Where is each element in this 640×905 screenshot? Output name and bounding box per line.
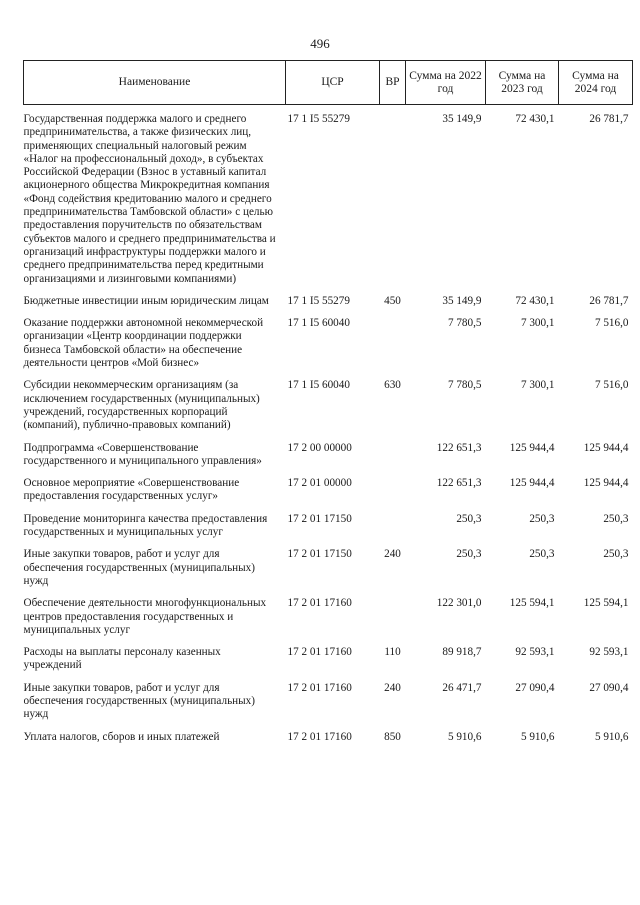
row-sum-2024: 92 593,1 [589,646,629,659]
row-sum-2024: 27 090,4 [589,681,629,694]
row-csr: 17 2 01 17150 [287,548,352,561]
row-vr: 240 [384,548,401,561]
row-sum-2022: 26 471,7 [442,681,482,694]
row-name: Государственная поддержка малого и среднего предпринимательства, а также физических лиц, применяющих специальный налоговый режим «Налог на профессиональный доход», в субъектах Российской Федерации (Взнос в уставный капитал акционерного общества Микрокредитная компания «Фонд содействия кредитованию малого и среднего предпринимательства Тамбовской области» с целью предоставления поручительств по обязательствам субъектов малого и среднего предпринимательства и организаций инфраструктуры поддержки малого и среднего предпринимательства перед кредитными организациями и лизинговыми компаниями) [23,113,276,285]
table-row [24,477,633,513]
row-name: Оказание поддержки автономной некоммерческой организации «Центр координации поддержки бизнеса Тамбовской области» на обеспечение деятельности центров «Мой бизнес» [23,317,264,370]
row-sum-2022: 7 780,5 [447,317,482,330]
row-sum-2024: 250,3 [603,512,629,525]
table-row [24,379,633,441]
row-sum-2024: 125 594,1 [583,597,629,610]
row-sum-2022: 35 149,9 [442,294,482,307]
row-name: Основное мероприятие «Совершенствование предоставления государственных услуг» [23,477,240,503]
table-row [24,731,633,753]
row-csr: 17 1 I5 55279 [287,294,350,307]
row-sum-2023: 5 910,6 [520,730,555,743]
row-sum-2024: 7 516,0 [594,317,629,330]
row-name: Субсидии некоммерческим организациям (за исключением государственных (муниципальных) учреждений, государственных корпораций (компаний), публично-правовых компаний) [23,379,260,432]
row-name: Расходы на выплаты персоналу казенных учреждений [23,646,221,672]
budget-table [23,60,633,753]
row-name: Обеспечение деятельности многофункциональных центров предоставления государственных и муниципальных услуг [23,597,267,636]
row-sum-2023: 125 944,4 [509,441,555,454]
row-csr: 17 2 01 17160 [287,646,352,659]
row-vr [380,442,406,478]
table-row [24,682,633,731]
row-vr: 450 [384,294,401,307]
table-body [24,105,633,753]
row-vr: 240 [384,681,401,694]
table-row [24,317,633,379]
row-csr: 17 2 01 00000 [287,477,352,490]
row-sum-2023: 125 594,1 [509,597,555,610]
page-number: 496 [310,36,330,51]
row-sum-2023: 250,3 [529,512,555,525]
header-name: Наименование [24,61,286,105]
row-csr: 17 1 I5 60040 [287,379,350,392]
row-sum-2024: 250,3 [603,548,629,561]
row-sum-2022: 122 651,3 [436,477,482,490]
row-sum-2023: 72 430,1 [515,113,555,125]
row-name: Иные закупки товаров, работ и услуг для обеспечения государственных (муниципальных) нужд [23,681,255,721]
row-sum-2023: 92 593,1 [515,646,555,659]
row-sum-2023: 250,3 [529,548,555,561]
row-vr: 630 [384,379,401,392]
row-csr: 17 2 01 17150 [287,512,352,525]
table-row [24,597,633,646]
header-sum-2023: Сумма на 2023 год [486,61,559,105]
header-csr: ЦСР [286,61,380,105]
row-sum-2022: 250,3 [456,548,482,561]
row-sum-2023: 7 300,1 [520,379,555,392]
header-sum-2024: Сумма на 2024 год [559,61,633,105]
row-vr [380,105,406,295]
row-csr: 17 1 I5 60040 [287,317,350,330]
table-row [24,513,633,549]
row-sum-2022: 122 301,0 [436,597,482,610]
row-sum-2022: 250,3 [456,512,482,525]
row-vr: 110 [384,646,401,659]
row-sum-2022: 122 651,3 [436,441,482,454]
row-vr [380,513,406,549]
row-csr: 17 2 01 17160 [287,597,352,610]
row-name: Подпрограмма «Совершенствование государственного и муниципального управления» [23,441,262,467]
row-sum-2024: 26 781,7 [589,113,629,125]
row-vr [380,597,406,646]
row-sum-2023: 125 944,4 [509,477,555,490]
row-sum-2024: 26 781,7 [589,294,629,307]
row-vr [380,477,406,513]
row-vr [380,317,406,379]
header-sum-2022: Сумма на 2022 год [406,61,486,105]
table-header [24,61,633,105]
row-sum-2024: 7 516,0 [594,379,629,392]
row-sum-2024: 125 944,4 [583,441,629,454]
row-sum-2023: 7 300,1 [520,317,555,330]
row-sum-2023: 27 090,4 [515,681,555,694]
row-sum-2022: 5 910,6 [447,730,482,743]
row-name: Проведение мониторинга качества предоставления государственных и муниципальных услуг [23,512,268,539]
header-row [24,61,633,105]
row-csr: 17 2 01 17160 [287,681,352,694]
row-name: Иные закупки товаров, работ и услуг для обеспечения государственных (муниципальных) нужд [23,548,255,587]
row-sum-2022: 7 780,5 [447,379,482,392]
row-sum-2024: 5 910,6 [594,730,629,743]
table-row [24,646,633,682]
row-name: Уплата налогов, сборов и иных платежей [23,730,220,743]
table-row [24,442,633,478]
row-csr: 17 1 I5 55279 [287,113,350,125]
row-name: Бюджетные инвестиции иным юридическим лицам [23,294,269,307]
header-vr: ВР [380,61,406,105]
row-csr: 17 2 01 17160 [287,730,352,743]
row-sum-2024: 125 944,4 [583,477,629,490]
table-row [24,105,633,295]
row-sum-2022: 35 149,9 [442,113,482,125]
table-row [24,295,633,317]
row-sum-2023: 72 430,1 [515,294,555,307]
row-vr: 850 [384,730,401,743]
table-row [24,548,633,597]
row-csr: 17 2 00 00000 [287,441,352,454]
row-sum-2022: 89 918,7 [442,646,482,659]
